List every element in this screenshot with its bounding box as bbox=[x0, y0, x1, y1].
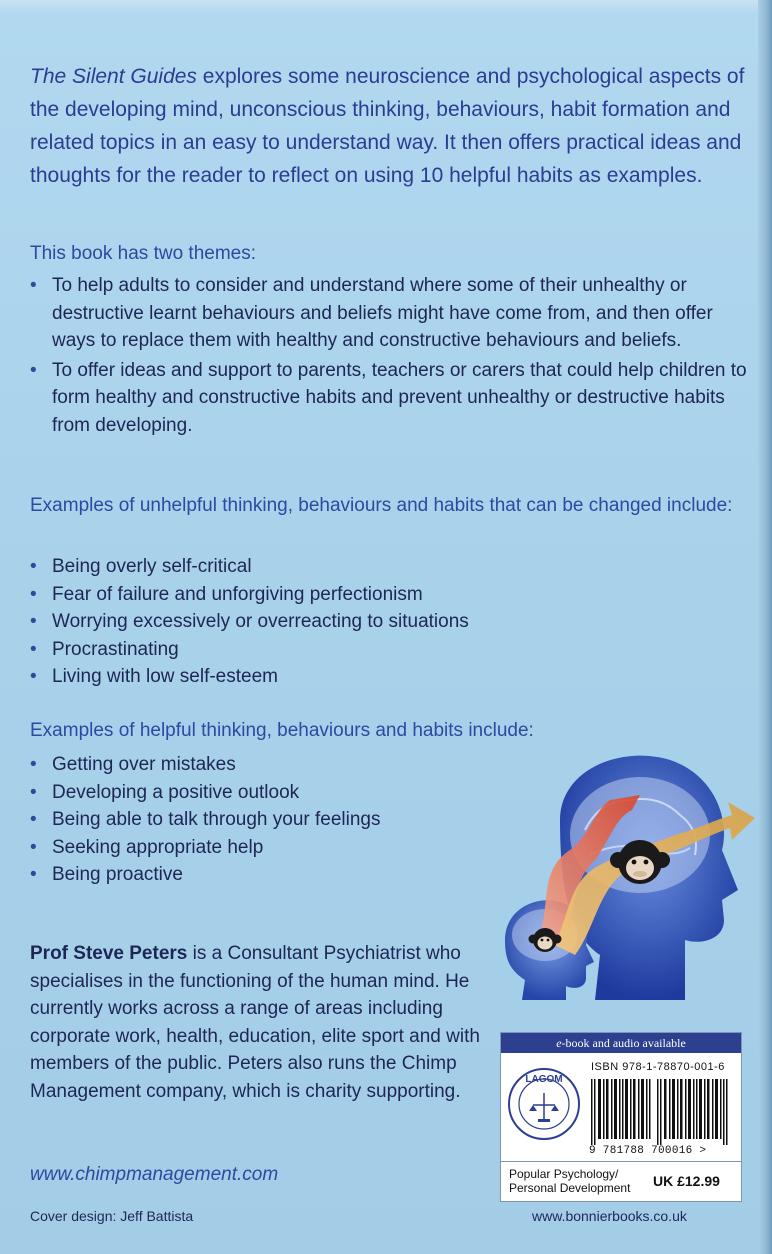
lagom-logo-icon bbox=[507, 1067, 581, 1141]
bullet-icon: • bbox=[30, 754, 37, 775]
list-item-text: Getting over mistakes bbox=[52, 754, 236, 775]
bullet-icon: • bbox=[30, 275, 37, 296]
cover-design-credit: Cover design: Jeff Battista bbox=[30, 1208, 194, 1224]
list-item-text: Procrastinating bbox=[52, 638, 179, 660]
publisher-website[interactable]: www.bonnierbooks.co.uk bbox=[532, 1208, 687, 1224]
list-item-text: Living with low self-esteem bbox=[52, 666, 278, 687]
list-item-text: To offer ideas and support to parents, teachers or carers that could help children to form healthy and constructive habits and prevent unhealthy or destructive habits from developing. bbox=[52, 359, 747, 436]
book-price: UK £12.99 bbox=[653, 1173, 720, 1189]
ebook-audio-banner bbox=[501, 1033, 741, 1053]
list-item-text: Fear of failure and unforgiving perfectionism bbox=[52, 583, 423, 605]
book-category bbox=[509, 1167, 630, 1195]
cover-top-edge bbox=[0, 0, 772, 14]
unhelpful-heading: Examples of unhelpful thinking, behaviours and habits that can be changed include: bbox=[30, 495, 733, 516]
author-name: Prof Steve Peters bbox=[30, 943, 188, 964]
bullet-icon: • bbox=[30, 809, 37, 830]
book-title: The Silent Guides bbox=[30, 65, 197, 88]
ebook-banner-text: -book and audio available bbox=[561, 1036, 686, 1050]
website-link[interactable]: www.chimpmanagement.com bbox=[30, 1164, 279, 1185]
bullet-icon: • bbox=[30, 864, 37, 885]
barcode-panel bbox=[500, 1032, 742, 1202]
bullet-icon: • bbox=[30, 556, 37, 577]
list-item bbox=[30, 581, 750, 609]
category-line-2: Personal Development bbox=[509, 1181, 631, 1195]
barcode-bars bbox=[591, 1079, 731, 1145]
list-item-text: To help adults to consider and understand where some of their unhealthy or destructive learnt behaviours and beliefs might have come from, and then offer ways to replace them with healthy and constructive behaviours and beliefs. bbox=[52, 275, 713, 351]
list-item-text: Being able to talk through your feelings bbox=[52, 809, 381, 830]
list-item bbox=[30, 357, 750, 440]
isbn-number: ISBN 978-1-78870-001-6 bbox=[591, 1061, 725, 1073]
bullet-icon: • bbox=[30, 583, 37, 605]
list-item-text: Worrying excessively or overreacting to situations bbox=[52, 611, 469, 632]
list-item-text: Being proactive bbox=[52, 864, 183, 885]
bullet-icon: • bbox=[30, 666, 37, 687]
list-item bbox=[30, 553, 750, 581]
barcode-divider bbox=[501, 1161, 741, 1162]
helpful-heading: Examples of helpful thinking, behaviours and habits include: bbox=[30, 720, 534, 741]
bullet-icon: • bbox=[30, 836, 37, 858]
bullet-icon: • bbox=[30, 638, 37, 660]
category-line-1: Popular Psychology/ bbox=[509, 1167, 619, 1181]
themes-list bbox=[30, 272, 750, 441]
author-bio-text: is a Consultant Psychiatrist who specialises in the functioning of the human mind. He currently works across a range of areas including corporate work, health, education, elite sport and with members of the public. Peters also runs the Chimp Management company, which is charity supporting. bbox=[30, 943, 480, 1102]
list-item bbox=[30, 272, 750, 355]
author-bio bbox=[30, 940, 500, 1105]
bullet-icon: • bbox=[30, 359, 37, 381]
list-item-text: Seeking appropriate help bbox=[52, 836, 264, 858]
intro-paragraph bbox=[30, 60, 750, 192]
list-item-text: Being overly self-critical bbox=[52, 556, 252, 577]
unhelpful-list bbox=[30, 553, 750, 691]
themes-heading: This book has two themes: bbox=[30, 243, 256, 264]
bullet-icon: • bbox=[30, 781, 37, 803]
head-silhouette-illustration bbox=[500, 740, 760, 1000]
bullet-icon: • bbox=[30, 611, 37, 632]
list-item bbox=[30, 636, 750, 664]
cover-spine-edge bbox=[758, 0, 772, 1254]
list-item bbox=[30, 663, 750, 691]
list-item bbox=[30, 608, 750, 636]
ebook-prefix: e bbox=[556, 1036, 562, 1050]
lagom-logo-text: LAGOM bbox=[525, 1074, 563, 1085]
barcode-digits: 9 781788 700016 > bbox=[589, 1145, 707, 1157]
list-item-text: Developing a positive outlook bbox=[52, 781, 300, 803]
intro-text: explores some neuroscience and psychological aspects of the developing mind, unconscious thinking, behaviours, habit formation and related topics in an easy to understand way. It then offers practical ideas and thoughts for the reader to reflect on using 10 helpful habits as examples. bbox=[30, 65, 745, 187]
